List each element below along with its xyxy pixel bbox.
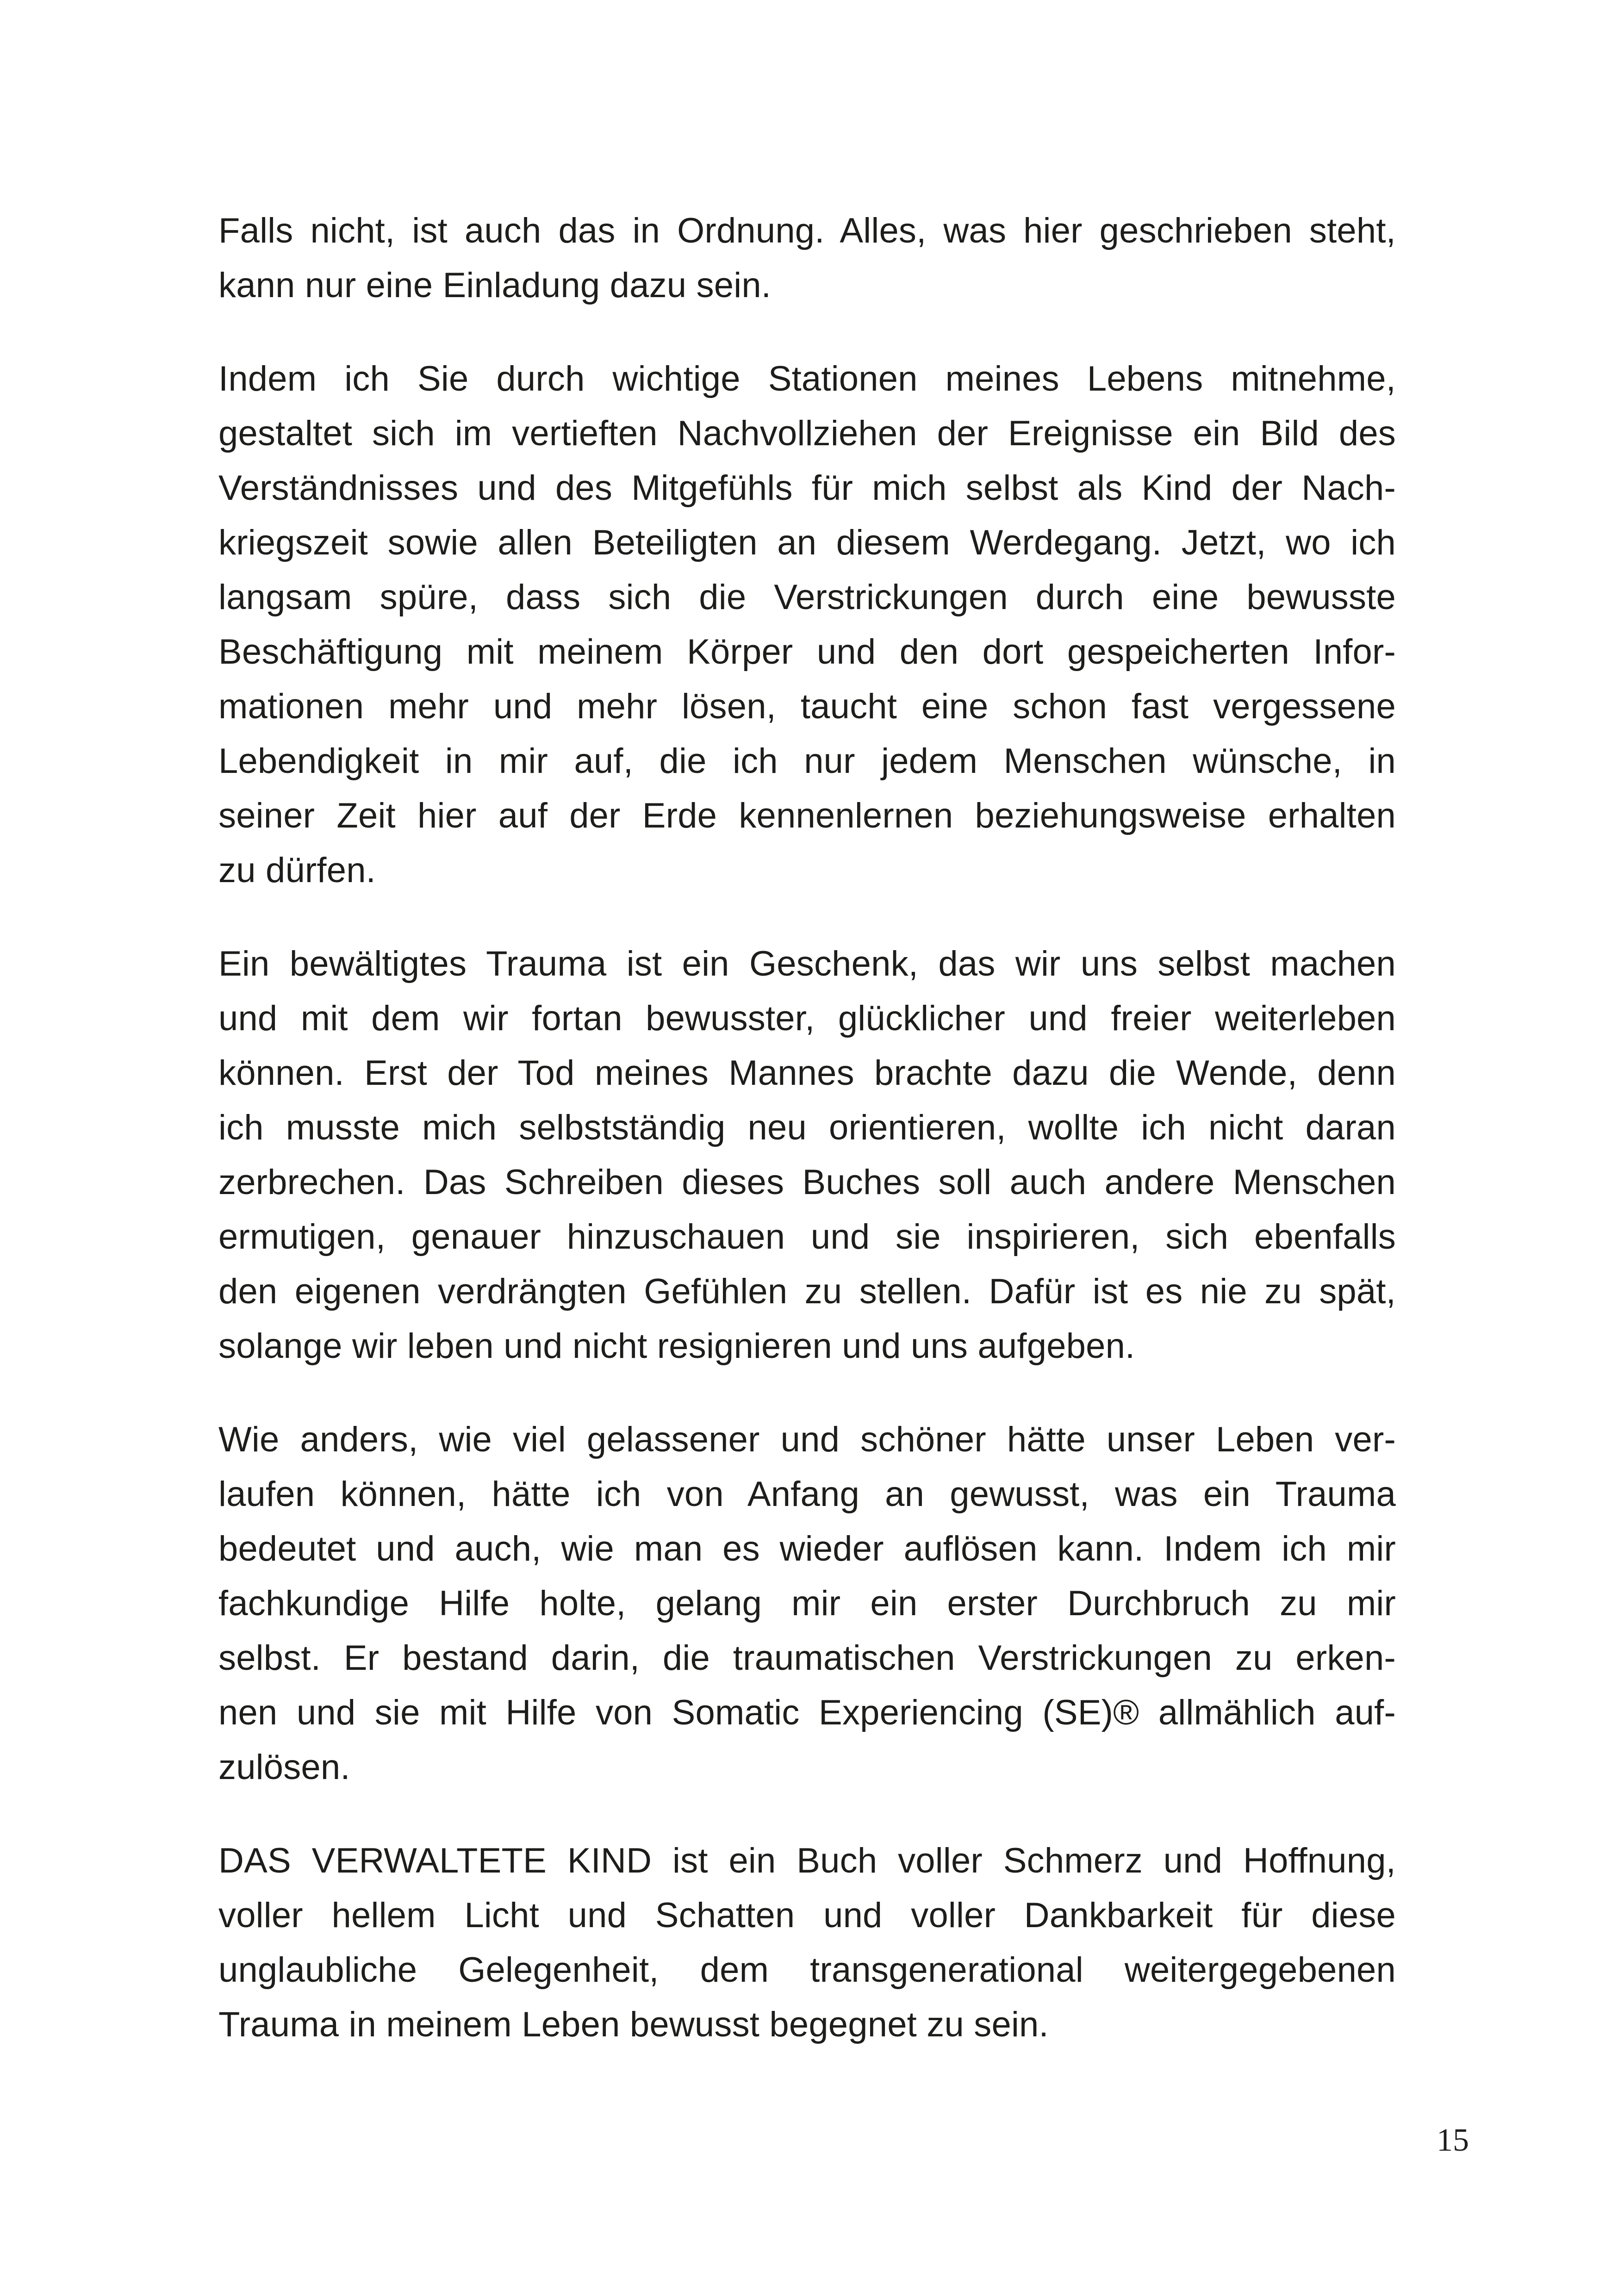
paragraph-3 [218,937,1396,1374]
text-line: Ein bewältigtes Trauma ist ein Geschenk, das wir uns selbst machen [218,944,1396,983]
page-number: 15 [1437,2122,1469,2158]
text-line: kann nur eine Einladung dazu sein. [218,266,772,305]
text-line: zulösen. [218,1748,350,1787]
text-line: seiner Zeit hier auf der Erde kennenlernen beziehungsweise erhalten [218,796,1396,835]
text-line: langsam spüre, dass sich die Verstrickungen durch eine bewusste [218,578,1396,617]
paragraph-5 [218,1834,1396,2052]
text-line: zu dürfen. [218,851,376,890]
text-line: Beschäftigung mit meinem Körper und den dort gespeicherten Infor- [218,632,1396,672]
text-line: bedeutet und auch, wie man es wieder auflösen kann. Indem ich mir [218,1529,1396,1568]
text-line: Verständnisses und des Mitgefühls für mich selbst als Kind der Nach- [218,468,1396,508]
text-line: kriegszeit sowie allen Beteiligten an diesem Werdegang. Jetzt, wo ich [218,523,1396,562]
text-line: und mit dem wir fortan bewusster, glücklicher und freier weiterleben [218,999,1396,1038]
text-line: den eigenen verdrängten Gefühlen zu stellen. Dafür ist es nie zu spät, [218,1272,1396,1311]
text-line: können. Erst der Tod meines Mannes brachte dazu die Wende, denn [218,1053,1396,1093]
text-line: DAS VERWALTETE KIND ist ein Buch voller Schmerz und Hoffnung, [218,1841,1396,1880]
text-line: gestaltet sich im vertieften Nachvollziehen der Ereignisse ein Bild des [218,414,1396,453]
text-line: fachkundige Hilfe holte, gelang mir ein erster Durchbruch zu mir [218,1584,1396,1623]
text-line: Wie anders, wie viel gelassener und schöner hätte unser Leben ver- [218,1420,1396,1459]
paragraph-1 [218,204,1396,313]
text-line: Indem ich Sie durch wichtige Stationen meines Lebens mitnehme, [218,359,1396,398]
body-text [218,204,1396,2091]
text-line: ermutigen, genauer hinzuschauen und sie inspirieren, sich ebenfalls [218,1217,1396,1257]
text-line: Lebendigkeit in mir auf, die ich nur jedem Menschen wünsche, in [218,741,1396,781]
text-line: unglaubliche Gelegenheit, dem transgenerational weitergegebenen [218,1950,1396,1990]
text-line: zerbrechen. Das Schreiben dieses Buches soll auch andere Menschen [218,1163,1396,1202]
text-line: ich musste mich selbstständig neu orientieren, wollte ich nicht daran [218,1108,1396,1147]
paragraph-2 [218,352,1396,898]
text-line: selbst. Er bestand darin, die traumatischen Verstrickungen zu erken- [218,1638,1396,1678]
text-line: voller hellem Licht und Schatten und voller Dankbarkeit für diese [218,1896,1396,1935]
text-line: Falls nicht, ist auch das in Ordnung. Alles, was hier geschrieben steht, [218,211,1396,250]
text-line: solange wir leben und nicht resignieren und uns aufgeben. [218,1326,1135,1366]
text-line: mationen mehr und mehr lösen, taucht eine schon fast vergessene [218,687,1396,726]
text-line: nen und sie mit Hilfe von Somatic Experiencing (SE)® allmählich auf- [218,1693,1396,1732]
paragraph-4 [218,1412,1396,1795]
text-line: laufen können, hätte ich von Anfang an gewusst, was ein Trauma [218,1475,1396,1514]
text-line: Trauma in meinem Leben bewusst begegnet zu sein. [218,2005,1049,2044]
